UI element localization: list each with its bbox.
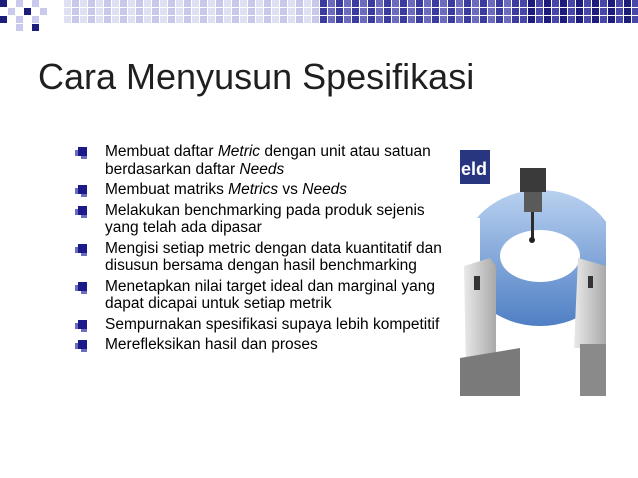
bullet-item: [78, 143, 448, 178]
bullet-item: [78, 240, 448, 275]
bullet-text: Melakukan benchmarking pada produk sejenis yang telah ada dipasar: [105, 201, 425, 236]
bullet-item: [78, 202, 448, 237]
photo-label-text: eld: [461, 159, 488, 179]
bullet-item: [78, 316, 448, 334]
bullet-item: [78, 181, 448, 199]
bullet-text: Mengisi setiap metric dengan data kuantitatif dan disusun bersama dengan hasil benchmarking: [105, 239, 442, 274]
slide-title: Cara Menyusun Spesifikasi: [38, 56, 475, 97]
bullet-text: Membuat matriks: [105, 181, 229, 198]
bullet-square-icon: [78, 282, 87, 291]
bullet-emphasis-text: Needs: [239, 160, 285, 178]
bullet-square-icon: [78, 244, 87, 253]
bullet-square-icon: [78, 185, 87, 194]
bullet-square-icon: [78, 147, 87, 156]
bullet-text: Merefleksikan hasil dan proses: [105, 336, 318, 353]
bullet-list: [78, 143, 448, 357]
bullet-emphasis-text: Needs: [302, 181, 348, 198]
bullet-text: vs: [278, 181, 303, 198]
bullet-item: [78, 336, 448, 354]
bullet-item: [78, 278, 448, 313]
bullet-text: Membuat daftar: [105, 143, 218, 160]
bullet-square-icon: [78, 340, 87, 349]
bullet-emphasis-text: Metric: [217, 143, 261, 160]
bullet-square-icon: [78, 206, 87, 215]
header-pattern-bar: [0, 0, 638, 40]
cmm-machine-photo: [460, 148, 606, 396]
bullet-text: Menetapkan nilai target ideal dan marginal yang dapat dicapai untuk setiap metrik: [105, 277, 436, 312]
bullet-square-icon: [78, 320, 87, 329]
bullet-text: dengan unit atau satuan berdasarkan daftar: [105, 143, 431, 178]
bullet-text: Sempurnakan spesifikasi supaya lebih kompetitif: [105, 315, 440, 333]
bullet-emphasis-text: Metrics: [228, 181, 279, 198]
